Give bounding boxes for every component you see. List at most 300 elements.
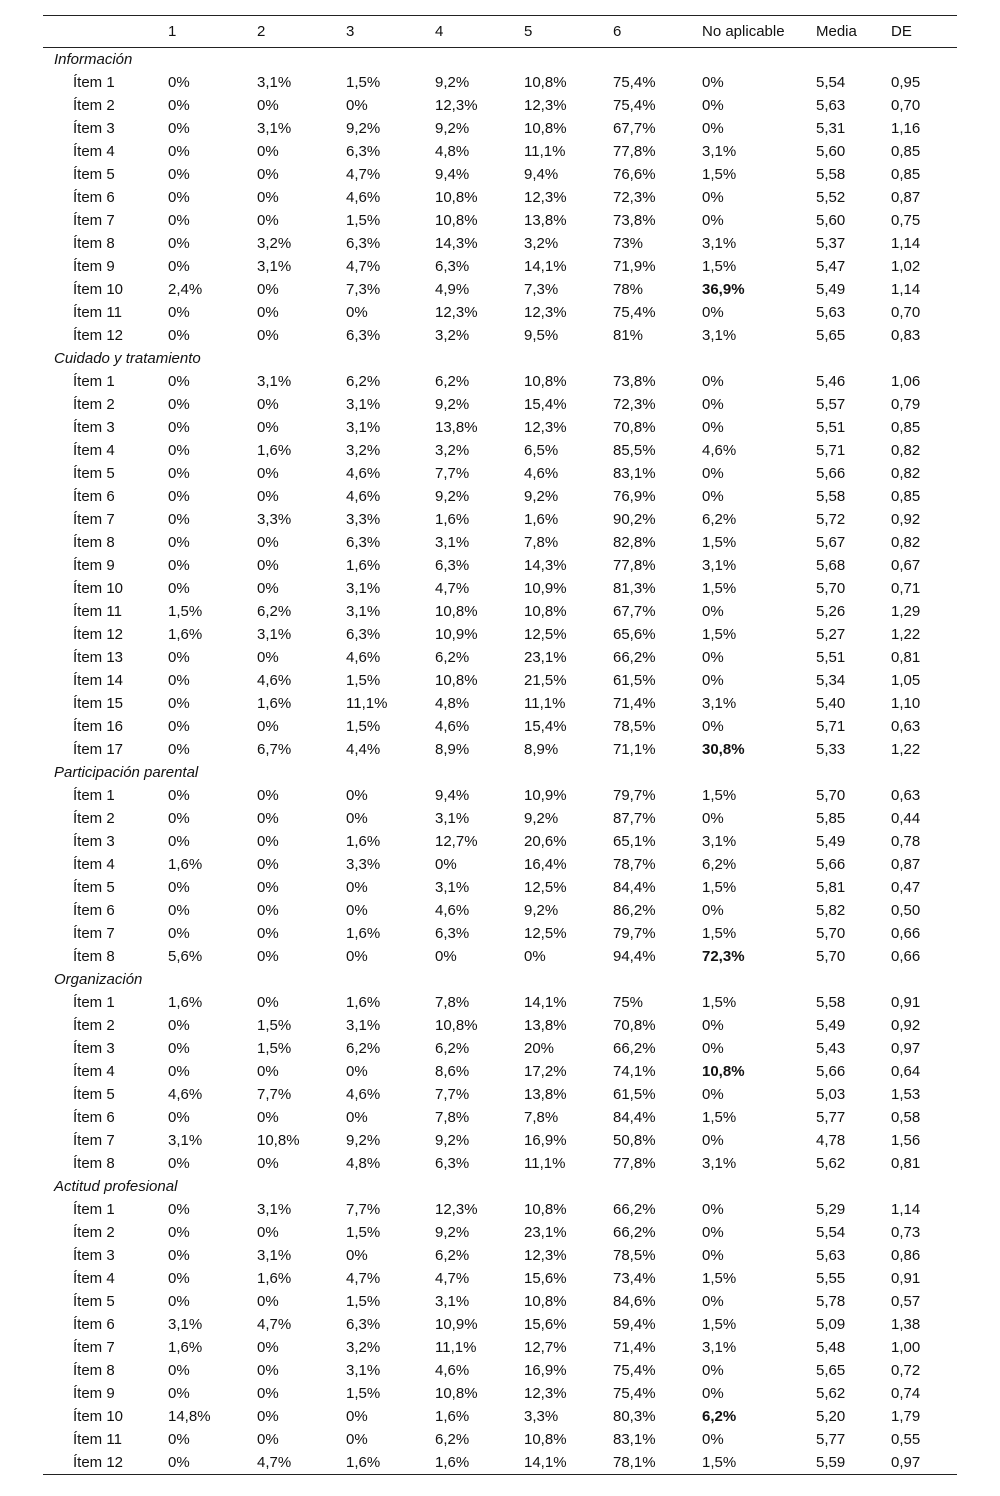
cell-score-5: 9,4% [524,166,559,183]
cell-de: 0,50 [891,902,921,919]
cell-score-6: 75,4% [613,97,656,114]
cell-score-2: 3,1% [257,258,292,275]
item-label: Ítem 1 [73,74,115,91]
item-label: Ítem 12 [73,1454,124,1471]
item-label: Ítem 1 [73,373,115,390]
cell-score-1: 0% [168,649,190,666]
table-row [43,1129,957,1152]
cell-score-3: 4,6% [346,488,381,505]
cell-score-3: 0% [346,1063,368,1080]
cell-media: 5,43 [816,1040,846,1057]
cell-score-6: 76,6% [613,166,656,183]
cell-score-3: 6,3% [346,534,381,551]
cell-de: 1,02 [891,258,921,275]
cell-score-3: 9,2% [346,1132,381,1149]
cell-score-4: 4,7% [435,580,470,597]
cell-score-1: 0% [168,1155,190,1172]
cell-score-3: 1,6% [346,1454,381,1471]
table-row [43,554,957,577]
cell-score-1: 1,5% [168,603,203,620]
table-row [43,715,957,738]
cell-score-1: 5,6% [168,948,203,965]
cell-score-1: 0% [168,304,190,321]
cell-media: 5,77 [816,1431,846,1448]
cell-score-4: 6,2% [435,649,470,666]
cell-score-1: 0% [168,511,190,528]
cell-score-3: 1,6% [346,833,381,850]
cell-score-4: 1,6% [435,1408,470,1425]
cell-score-6: 67,7% [613,120,656,137]
cell-media: 5,09 [816,1316,846,1333]
item-label: Ítem 10 [73,1408,124,1425]
cell-score-5: 16,9% [524,1132,567,1149]
cell-score-5: 12,5% [524,925,567,942]
cell-score-2: 3,1% [257,1201,292,1218]
cell-score-3: 6,3% [346,1316,381,1333]
cell-score-4: 3,1% [435,534,470,551]
item-label: Ítem 7 [73,212,115,229]
cell-score-5: 10,8% [524,1201,567,1218]
table-row [43,922,957,945]
cell-de: 0,70 [891,304,921,321]
cell-score-4: 6,3% [435,258,470,275]
cell-score-1: 0% [168,120,190,137]
cell-score-4: 7,7% [435,465,470,482]
cell-no-aplicable: 0% [702,649,724,666]
cell-score-2: 0% [257,534,279,551]
cell-media: 5,59 [816,1454,846,1471]
cell-score-6: 67,7% [613,603,656,620]
cell-de: 0,44 [891,810,921,827]
item-label: Ítem 1 [73,787,115,804]
cell-score-3: 4,7% [346,258,381,275]
cell-score-3: 3,3% [346,856,381,873]
item-label: Ítem 5 [73,1293,115,1310]
item-label: Ítem 4 [73,143,115,160]
cell-score-5: 12,3% [524,97,567,114]
cell-de: 0,87 [891,189,921,206]
table-row [43,416,957,439]
cell-score-6: 70,8% [613,1017,656,1034]
cell-score-1: 0% [168,534,190,551]
cell-score-4: 6,3% [435,925,470,942]
cell-score-3: 6,3% [346,235,381,252]
results-table-container [43,15,957,1475]
cell-de: 0,92 [891,511,921,528]
cell-score-3: 4,6% [346,1086,381,1103]
cell-score-3: 4,7% [346,1270,381,1287]
item-label: Ítem 8 [73,1155,115,1172]
item-label: Ítem 3 [73,1247,115,1264]
cell-score-6: 71,9% [613,258,656,275]
cell-score-1: 0% [168,672,190,689]
cell-score-2: 6,7% [257,741,292,758]
cell-score-2: 3,2% [257,235,292,252]
cell-score-6: 71,1% [613,741,656,758]
cell-score-3: 1,5% [346,672,381,689]
cell-score-4: 9,2% [435,120,470,137]
cell-de: 0,72 [891,1362,921,1379]
table-row [43,324,957,347]
cell-score-6: 71,4% [613,695,656,712]
section-title: Actitud profesional [54,1178,178,1195]
cell-de: 0,91 [891,1270,921,1287]
cell-media: 5,46 [816,373,846,390]
item-label: Ítem 12 [73,327,124,344]
cell-score-6: 79,7% [613,787,656,804]
cell-score-3: 3,1% [346,396,381,413]
table-row [43,577,957,600]
cell-score-3: 0% [346,1247,368,1264]
cell-score-6: 81,3% [613,580,656,597]
cell-no-aplicable: 1,5% [702,879,737,896]
cell-no-aplicable: 72,3% [702,948,745,965]
cell-no-aplicable: 3,1% [702,1339,737,1356]
cell-no-aplicable: 0% [702,396,724,413]
cell-no-aplicable: 4,6% [702,442,737,459]
cell-de: 0,82 [891,442,921,459]
cell-score-6: 74,1% [613,1063,656,1080]
cell-score-4: 7,8% [435,1109,470,1126]
item-label: Ítem 3 [73,120,115,137]
cell-score-1: 0% [168,212,190,229]
section-title: Participación parental [54,764,199,781]
cell-media: 5,66 [816,465,846,482]
cell-media: 5,20 [816,1408,846,1425]
item-label: Ítem 9 [73,258,115,275]
item-label: Ítem 9 [73,1385,115,1402]
cell-score-5: 4,6% [524,465,559,482]
cell-score-4: 9,2% [435,396,470,413]
item-label: Ítem 5 [73,166,115,183]
cell-no-aplicable: 3,1% [702,695,737,712]
cell-media: 5,37 [816,235,846,252]
item-label: Ítem 2 [73,97,115,114]
cell-de: 0,66 [891,948,921,965]
cell-score-6: 75,4% [613,304,656,321]
cell-de: 0,81 [891,649,921,666]
cell-score-1: 14,8% [168,1408,211,1425]
cell-score-4: 4,9% [435,281,470,298]
table-row [43,600,957,623]
cell-score-5: 10,8% [524,1431,567,1448]
cell-score-3: 6,2% [346,373,381,390]
cell-score-4: 3,1% [435,879,470,896]
item-label: Ítem 4 [73,856,115,873]
cell-score-2: 7,7% [257,1086,292,1103]
cell-score-1: 0% [168,419,190,436]
cell-media: 5,49 [816,281,846,298]
item-label: Ítem 6 [73,1109,115,1126]
cell-score-2: 0% [257,419,279,436]
item-label: Ítem 11 [73,304,122,321]
table-header [43,16,957,48]
table-row [43,991,957,1014]
cell-score-5: 10,8% [524,373,567,390]
item-label: Ítem 6 [73,488,115,505]
cell-media: 5,68 [816,557,846,574]
cell-no-aplicable: 6,2% [702,1408,737,1425]
item-label: Ítem 7 [73,511,115,528]
cell-score-3: 3,1% [346,419,381,436]
cell-score-4: 9,2% [435,74,470,91]
section-header-row [43,48,957,72]
cell-score-6: 78,5% [613,718,656,735]
cell-score-5: 12,3% [524,304,567,321]
cell-media: 5,54 [816,1224,846,1241]
cell-de: 0,83 [891,327,921,344]
cell-score-6: 61,5% [613,672,656,689]
cell-score-4: 12,3% [435,97,478,114]
item-label: Ítem 8 [73,1362,115,1379]
cell-score-2: 0% [257,925,279,942]
cell-score-4: 10,9% [435,1316,478,1333]
cell-de: 0,82 [891,465,921,482]
item-label: Ítem 6 [73,189,115,206]
cell-score-1: 0% [168,235,190,252]
cell-score-3: 7,3% [346,281,381,298]
cell-de: 0,58 [891,1109,921,1126]
cell-score-4: 3,2% [435,442,470,459]
item-label: Ítem 2 [73,396,115,413]
cell-score-2: 0% [257,281,279,298]
cell-score-2: 0% [257,166,279,183]
item-label: Ítem 6 [73,1316,115,1333]
table-row [43,1428,957,1451]
cell-score-1: 0% [168,902,190,919]
cell-score-2: 0% [257,189,279,206]
cell-score-4: 9,2% [435,488,470,505]
table-row [43,1083,957,1106]
cell-no-aplicable: 0% [702,212,724,229]
cell-score-1: 0% [168,1201,190,1218]
cell-de: 1,14 [891,1201,921,1218]
cell-score-4: 0% [435,856,457,873]
cell-score-1: 2,4% [168,281,203,298]
item-label: Ítem 10 [73,580,124,597]
cell-score-5: 15,4% [524,396,567,413]
table-row [43,370,957,393]
cell-no-aplicable: 6,2% [702,511,737,528]
cell-score-5: 21,5% [524,672,567,689]
section-header-row [43,1175,957,1198]
cell-score-5: 15,4% [524,718,567,735]
cell-score-3: 6,3% [346,626,381,643]
cell-de: 0,85 [891,143,921,160]
cell-score-4: 6,3% [435,557,470,574]
cell-score-6: 61,5% [613,1086,656,1103]
item-label: Ítem 3 [73,833,115,850]
cell-no-aplicable: 1,5% [702,258,737,275]
cell-de: 0,97 [891,1040,921,1057]
header-cell-item [43,16,168,48]
cell-score-1: 0% [168,787,190,804]
cell-score-1: 0% [168,580,190,597]
cell-de: 0,74 [891,1385,921,1402]
cell-score-5: 16,9% [524,1362,567,1379]
table-row [43,232,957,255]
cell-score-3: 1,5% [346,1224,381,1241]
cell-score-3: 3,1% [346,603,381,620]
cell-de: 0,92 [891,1017,921,1034]
cell-de: 1,22 [891,741,921,758]
cell-score-5: 11,1% [524,695,566,712]
cell-media: 5,58 [816,994,846,1011]
cell-media: 5,71 [816,718,846,735]
cell-no-aplicable: 3,1% [702,1155,737,1172]
table-row [43,94,957,117]
cell-score-5: 0% [524,948,546,965]
cell-de: 0,55 [891,1431,921,1448]
cell-score-2: 3,1% [257,373,292,390]
cell-score-1: 0% [168,396,190,413]
cell-score-5: 17,2% [524,1063,567,1080]
cell-media: 5,58 [816,488,846,505]
cell-de: 1,10 [891,695,921,712]
header-cell-score-3: 3 [346,23,355,40]
cell-score-5: 15,6% [524,1316,567,1333]
cell-score-2: 0% [257,787,279,804]
cell-score-5: 14,1% [524,258,567,275]
cell-score-3: 1,5% [346,74,381,91]
cell-media: 5,66 [816,1063,846,1080]
table-row [43,1405,957,1428]
table-row [43,1244,957,1267]
cell-score-2: 0% [257,1431,279,1448]
cell-score-6: 59,4% [613,1316,656,1333]
cell-no-aplicable: 0% [702,1132,724,1149]
table-row [43,1336,957,1359]
cell-score-4: 10,8% [435,1017,478,1034]
cell-score-6: 87,7% [613,810,656,827]
cell-score-4: 12,3% [435,1201,478,1218]
cell-media: 5,55 [816,1270,846,1287]
section-title: Cuidado y tratamiento [54,350,201,367]
cell-score-4: 10,8% [435,672,478,689]
cell-score-6: 73% [613,235,644,252]
cell-no-aplicable: 0% [702,1201,724,1218]
cell-score-2: 0% [257,718,279,735]
cell-score-2: 1,5% [257,1040,292,1057]
item-label: Ítem 11 [73,603,122,620]
cell-score-2: 0% [257,1224,279,1241]
cell-score-1: 0% [168,1063,190,1080]
cell-score-2: 0% [257,396,279,413]
cell-score-3: 3,3% [346,511,381,528]
cell-score-2: 0% [257,879,279,896]
item-label: Ítem 5 [73,879,115,896]
cell-score-1: 1,6% [168,1339,203,1356]
cell-media: 5,77 [816,1109,846,1126]
table-row [43,807,957,830]
cell-score-6: 77,8% [613,1155,656,1172]
cell-score-2: 0% [257,1063,279,1080]
cell-de: 1,53 [891,1086,921,1103]
cell-media: 5,51 [816,419,846,436]
cell-score-1: 0% [168,879,190,896]
cell-de: 1,22 [891,626,921,643]
cell-score-3: 1,6% [346,557,381,574]
cell-score-1: 0% [168,1362,190,1379]
cell-media: 5,67 [816,534,846,551]
cell-score-2: 1,6% [257,695,292,712]
cell-score-1: 0% [168,327,190,344]
table-row [43,669,957,692]
cell-score-3: 4,6% [346,465,381,482]
cell-no-aplicable: 3,1% [702,327,737,344]
cell-score-5: 10,8% [524,1293,567,1310]
cell-score-2: 4,6% [257,672,292,689]
cell-score-4: 1,6% [435,511,470,528]
cell-score-1: 0% [168,1109,190,1126]
cell-no-aplicable: 0% [702,419,724,436]
cell-de: 1,06 [891,373,921,390]
cell-score-2: 4,7% [257,1454,292,1471]
cell-media: 5,47 [816,258,846,275]
cell-score-4: 7,8% [435,994,470,1011]
table-row [43,117,957,140]
cell-score-5: 13,8% [524,1017,567,1034]
cell-no-aplicable: 3,1% [702,143,737,160]
cell-de: 0,85 [891,488,921,505]
cell-de: 0,78 [891,833,921,850]
cell-score-6: 70,8% [613,419,656,436]
cell-score-2: 0% [257,580,279,597]
cell-score-5: 15,6% [524,1270,567,1287]
table-row [43,1106,957,1129]
cell-score-6: 86,2% [613,902,656,919]
item-label: Ítem 3 [73,1040,115,1057]
header-cell-media: Media [816,23,857,40]
table-row [43,784,957,807]
cell-score-2: 0% [257,304,279,321]
cell-score-1: 0% [168,557,190,574]
cell-score-5: 6,5% [524,442,559,459]
cell-score-2: 0% [257,1293,279,1310]
cell-no-aplicable: 3,1% [702,235,737,252]
cell-score-6: 65,6% [613,626,656,643]
cell-score-6: 77,8% [613,143,656,160]
cell-de: 1,16 [891,120,921,137]
cell-media: 5,51 [816,649,846,666]
header-cell-score-6: 6 [613,23,622,40]
cell-media: 5,40 [816,695,846,712]
cell-score-1: 0% [168,166,190,183]
cell-no-aplicable: 0% [702,672,724,689]
item-label: Ítem 4 [73,1270,115,1287]
cell-score-1: 0% [168,1454,190,1471]
cell-score-2: 0% [257,1408,279,1425]
cell-media: 5,63 [816,1247,846,1264]
table-row [43,462,957,485]
cell-media: 5,63 [816,97,846,114]
cell-score-2: 0% [257,810,279,827]
cell-no-aplicable: 0% [702,488,724,505]
cell-media: 5,65 [816,1362,846,1379]
section-header-row [43,347,957,370]
cell-media: 5,85 [816,810,846,827]
cell-score-1: 0% [168,1270,190,1287]
cell-no-aplicable: 1,5% [702,994,737,1011]
cell-de: 1,56 [891,1132,921,1149]
cell-score-3: 11,1% [346,695,388,712]
cell-score-4: 13,8% [435,419,478,436]
cell-score-3: 1,5% [346,1385,381,1402]
cell-score-5: 7,8% [524,1109,559,1126]
cell-score-6: 84,6% [613,1293,656,1310]
cell-score-4: 3,1% [435,1293,470,1310]
cell-score-2: 1,6% [257,442,292,459]
